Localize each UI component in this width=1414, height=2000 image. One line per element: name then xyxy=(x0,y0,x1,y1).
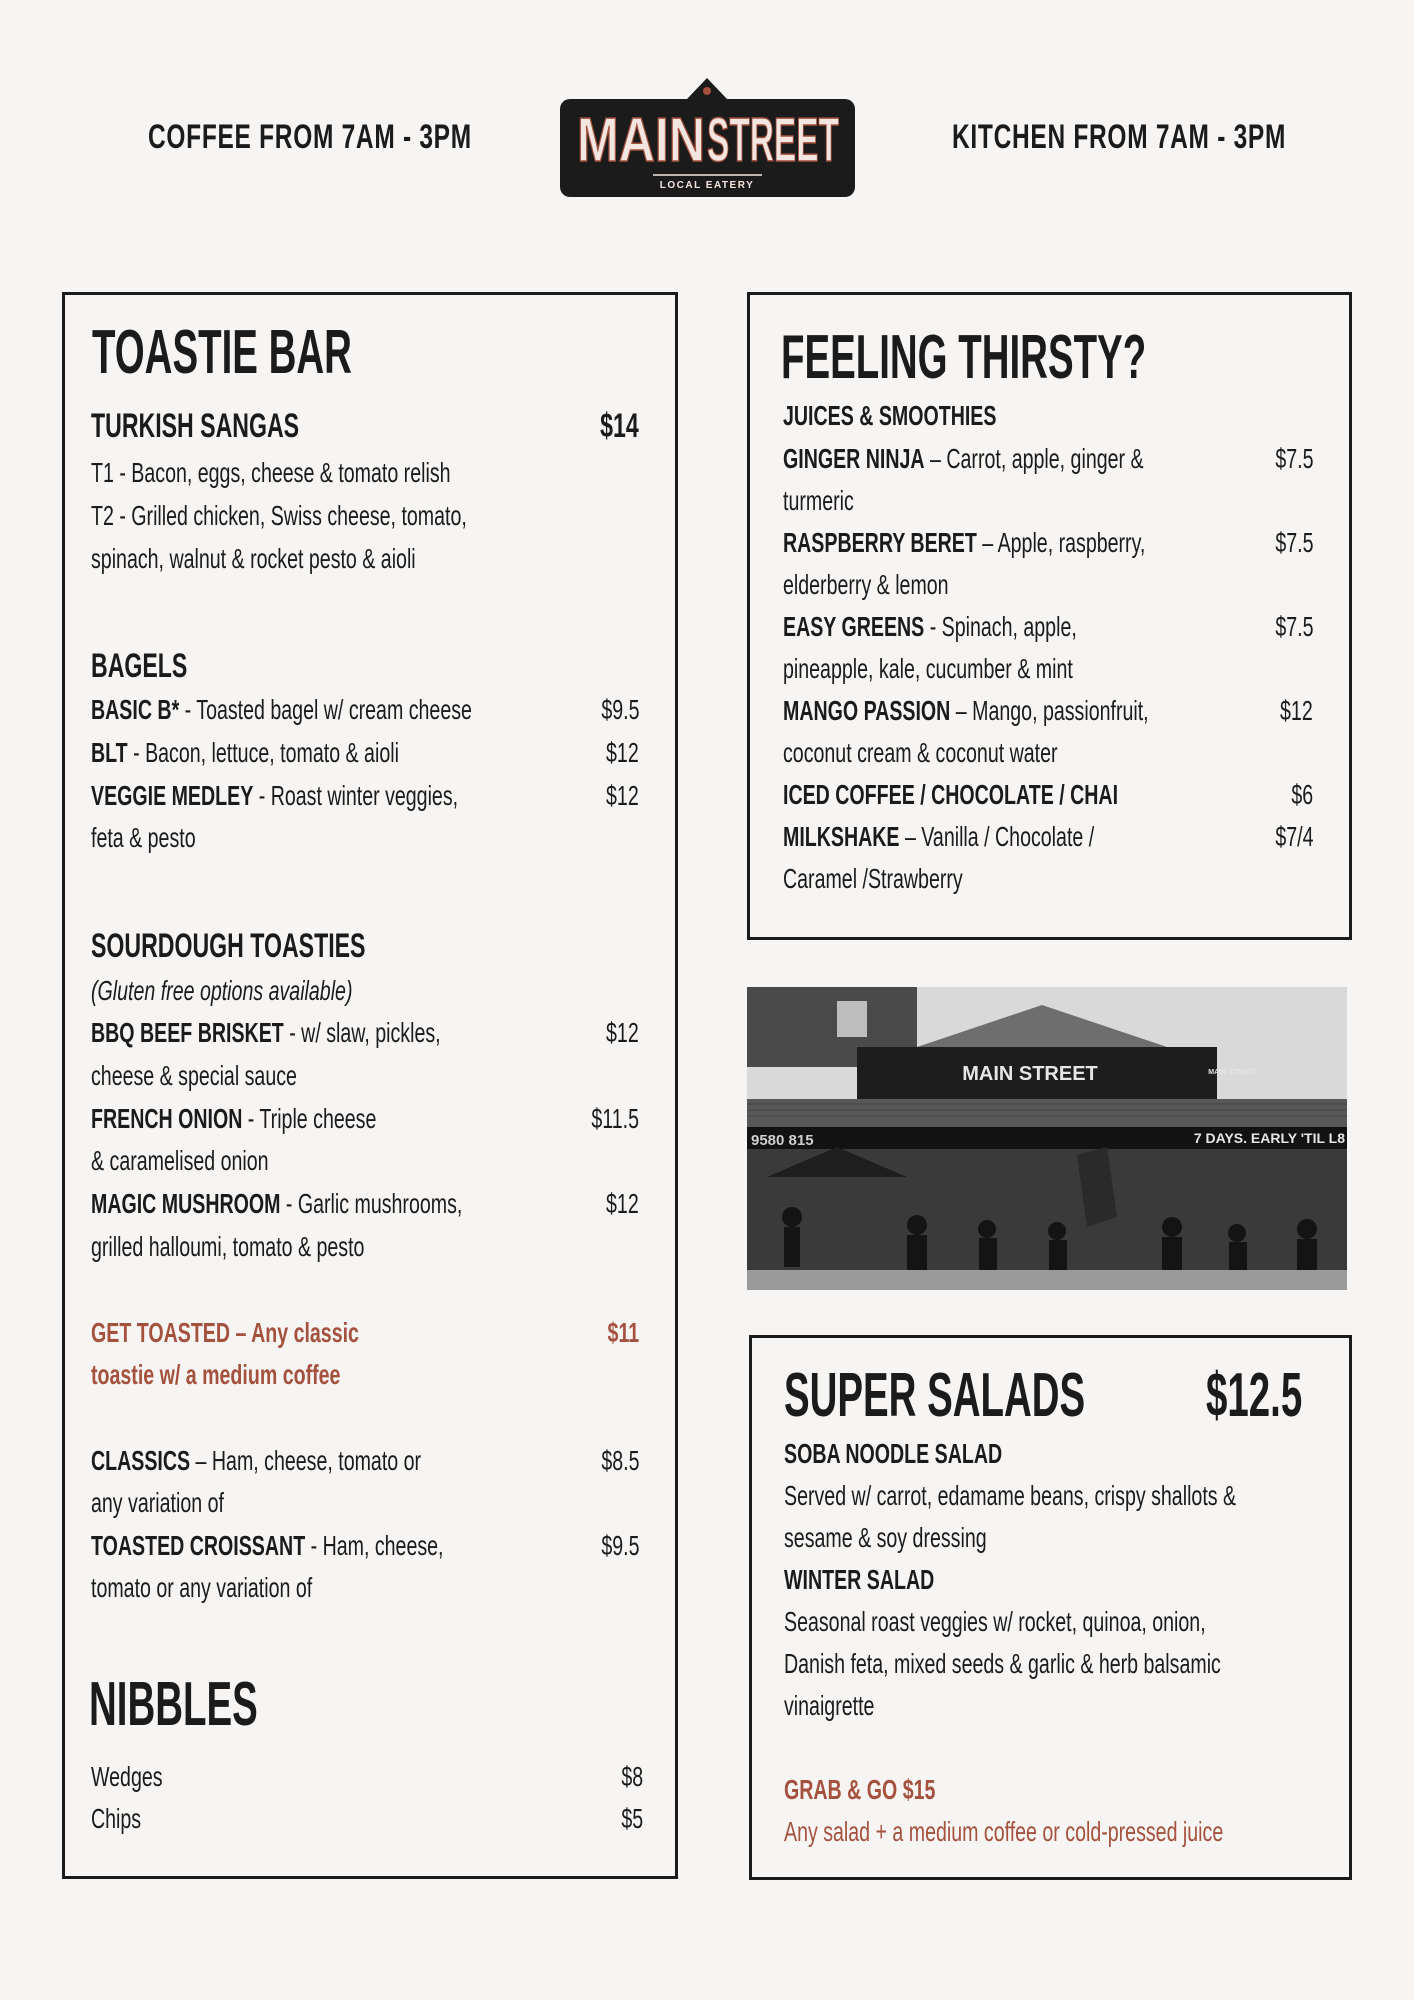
classics-item: CLASSICS – Ham, cheese, tomato or xyxy=(91,1445,422,1476)
get-toasted-price: $11 xyxy=(607,1317,639,1348)
sourdough-price: $11.5 xyxy=(591,1103,639,1134)
soba-heading: SOBA NOODLE SALAD xyxy=(784,1438,1003,1469)
kitchen-hours: KITCHEN FROM 7AM - 3PM xyxy=(952,118,1287,156)
turkish-price: $14 xyxy=(600,407,639,445)
drink-price: $7/4 xyxy=(1274,821,1313,852)
gluten-free-note: (Gluten free options available) xyxy=(91,975,353,1006)
coffee-hours: COFFEE FROM 7AM - 3PM xyxy=(148,118,472,156)
photo-sign: MAIN STREET xyxy=(962,1063,1098,1085)
sourdough-price: $12 xyxy=(606,1017,639,1048)
sourdough-item: FRENCH ONION - Triple cheese xyxy=(91,1103,377,1134)
logo-atom-icon xyxy=(703,87,711,95)
grab-and-go-heading: GRAB & GO $15 xyxy=(784,1774,936,1805)
winter-heading: WINTER SALAD xyxy=(784,1564,935,1595)
croissant-item: TOASTED CROISSANT - Ham, cheese, xyxy=(91,1530,444,1561)
super-salads-panel xyxy=(749,1335,1352,1880)
photo-tagline: 7 DAYS. EARLY 'TIL L8 xyxy=(1193,1130,1345,1146)
drink-item: MANGO PASSION – Mango, passionfruit, xyxy=(783,695,1149,726)
turkish-line-2: T2 - Grilled chicken, Swiss cheese, tomato, xyxy=(91,500,467,531)
juices-subheading: JUICES & SMOOTHIES xyxy=(783,400,997,431)
drink-item: ICED COFFEE / CHOCOLATE / CHAI xyxy=(783,779,1119,810)
drink-price: $6 xyxy=(1291,779,1313,810)
winter-line-2: Danish feta, mixed seeds & garlic & herb balsamic xyxy=(784,1648,1221,1679)
thirsty-title: FEELING THIRSTY? xyxy=(781,323,1147,392)
bagel-price: $12 xyxy=(606,737,639,768)
nibbles-item: Wedges xyxy=(91,1761,163,1792)
drink-item: MILKSHAKE – Vanilla / Chocolate / xyxy=(783,821,1095,852)
sourdough-item-desc-2: & caramelised onion xyxy=(91,1145,269,1176)
salads-title: SUPER SALADS xyxy=(784,1361,1086,1430)
drink-item: GINGER NINJA – Carrot, apple, ginger & xyxy=(783,443,1144,474)
sourdough-price: $12 xyxy=(606,1188,639,1219)
soba-line-2: sesame & soy dressing xyxy=(784,1522,987,1553)
bagels-heading: BAGELS xyxy=(91,647,188,685)
bagel-item-desc-2: feta & pesto xyxy=(91,822,196,853)
classics-price: $8.5 xyxy=(600,1445,639,1476)
nibbles-title: NIBBLES xyxy=(89,1670,258,1739)
drink-item: RASPBERRY BERET – Apple, raspberry, xyxy=(783,527,1146,558)
winter-line-1: Seasonal roast veggies w/ rocket, quinoa, onion, xyxy=(784,1606,1206,1637)
turkish-line-1: T1 - Bacon, eggs, cheese & tomato relish xyxy=(91,457,451,488)
drink-price: $7.5 xyxy=(1274,527,1313,558)
bagel-price: $12 xyxy=(606,780,639,811)
sourdough-item-desc-2: cheese & special sauce xyxy=(91,1060,297,1091)
drink-price: $7.5 xyxy=(1274,611,1313,642)
bagel-item: BLT - Bacon, lettuce, tomato & aioli xyxy=(91,737,399,768)
sourdough-item-desc-2: grilled halloumi, tomato & pesto xyxy=(91,1231,365,1262)
storefront-photo xyxy=(747,987,1347,1290)
drink-item: EASY GREENS - Spinach, apple, xyxy=(783,611,1077,642)
main-street-logo xyxy=(559,75,856,200)
soba-line-1: Served w/ carrot, edamame beans, crispy shallots & xyxy=(784,1480,1237,1511)
salads-price: $12.5 xyxy=(1206,1361,1303,1430)
drink-desc-2: turmeric xyxy=(783,485,854,516)
bagel-price: $9.5 xyxy=(600,694,639,725)
nibbles-item: Chips xyxy=(91,1803,142,1834)
bagel-item: VEGGIE MEDLEY - Roast winter veggies, xyxy=(91,780,459,811)
toastie-bar-panel xyxy=(62,292,678,1879)
turkish-line-3: spinach, walnut & rocket pesto & aioli xyxy=(91,543,416,574)
drink-desc-2: Caramel /Strawberry xyxy=(783,863,963,894)
drink-desc-2: pineapple, kale, cucumber & mint xyxy=(783,653,1073,684)
get-toasted-deal-line-1: GET TOASTED – Any classic xyxy=(91,1317,359,1348)
sourdough-item: BBQ BEEF BRISKET - w/ slaw, pickles, xyxy=(91,1017,441,1048)
grab-and-go-line: Any salad + a medium coffee or cold-pressed juice xyxy=(784,1816,1224,1847)
sourdough-item: MAGIC MUSHROOM - Garlic mushrooms, xyxy=(91,1188,463,1219)
photo-phone: 9580 815 xyxy=(751,1132,814,1149)
toastie-title: TOASTIE BAR xyxy=(92,318,352,387)
logo-sub: LOCAL EATERY xyxy=(659,180,755,191)
sourdough-heading: SOURDOUGH TOASTIES xyxy=(91,927,366,965)
croissant-desc-2: tomato or any variation of xyxy=(91,1572,313,1603)
turkish-heading: TURKISH SANGAS xyxy=(91,407,300,445)
nibbles-price: $8 xyxy=(621,1761,643,1792)
drink-desc-2: coconut cream & coconut water xyxy=(783,737,1058,768)
logo-street: STREET xyxy=(707,106,840,175)
drink-desc-2: elderberry & lemon xyxy=(783,569,949,600)
nibbles-price: $5 xyxy=(621,1803,643,1834)
drink-price: $12 xyxy=(1280,695,1313,726)
classics-desc-2: any variation of xyxy=(91,1487,224,1518)
feeling-thirsty-panel xyxy=(747,292,1352,940)
croissant-price: $9.5 xyxy=(600,1530,639,1561)
bagel-item: BASIC B* - Toasted bagel w/ cream cheese xyxy=(91,694,472,725)
get-toasted-deal-line-2: toastie w/ a medium coffee xyxy=(91,1359,341,1390)
winter-line-3: vinaigrette xyxy=(784,1690,875,1721)
drink-price: $7.5 xyxy=(1274,443,1313,474)
photo-small-sign: MAIN STREET xyxy=(1208,1069,1256,1076)
logo-main: MAIN xyxy=(577,106,705,175)
